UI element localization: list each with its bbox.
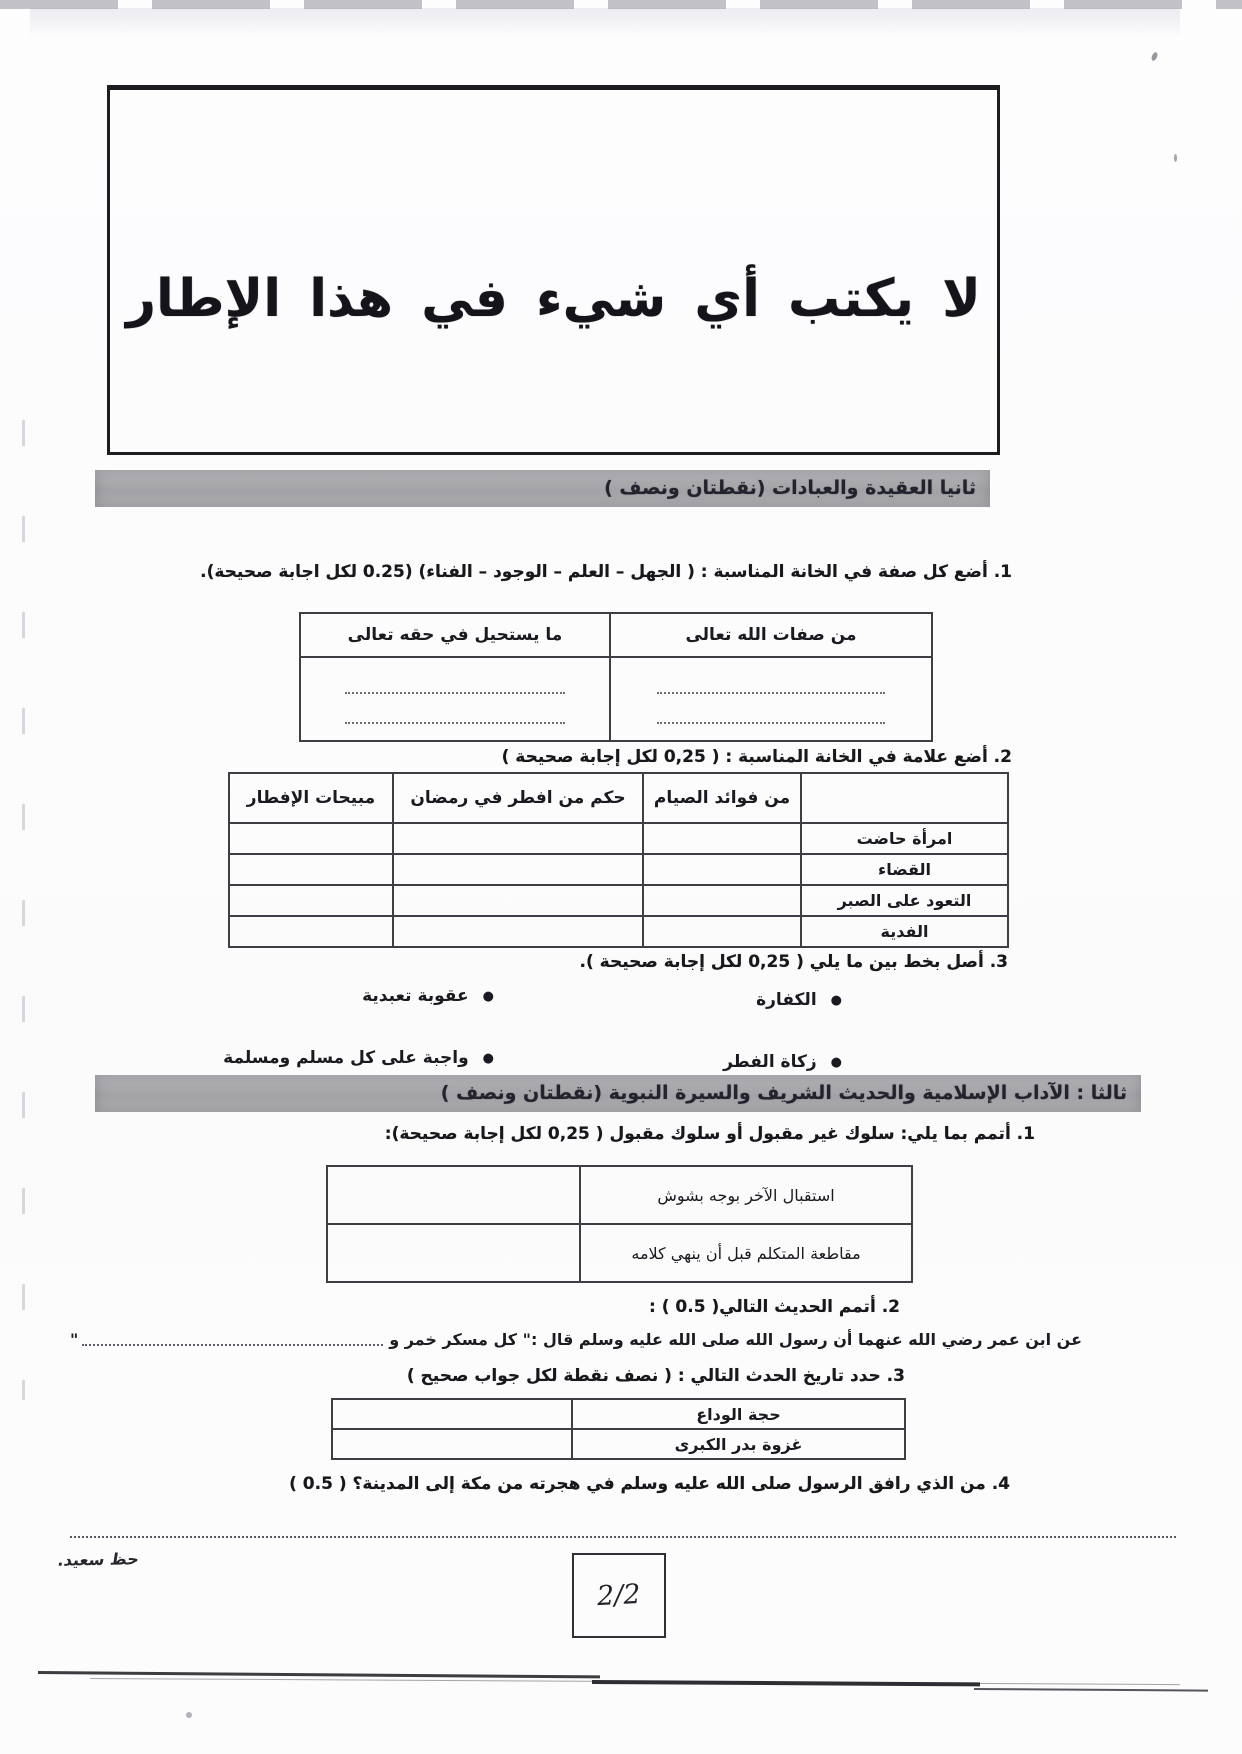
hadith-completion-line: [70, 1330, 1082, 1349]
match-item-label: عقوبة تعبدية: [362, 986, 469, 1006]
page-number: 2/2: [596, 1578, 642, 1613]
fasting-row-label: التعود على الصبر: [801, 885, 1008, 916]
fasting-table-column-ruling: حكم من افطر في رمضان: [393, 773, 643, 823]
question-aqida-2: 2. أضع علامة في الخانة المناسبة : ( 0,25 لكل إجابة صحيحة ): [501, 747, 1012, 767]
checkbox-cell: [393, 854, 643, 885]
checkbox-cell: [643, 885, 801, 916]
attributes-table-header-right: من صفات الله تعالى: [610, 613, 932, 657]
fasting-table-stub-header: [801, 773, 1008, 823]
behaviour-row-text: مقاطعة المتكلم قبل أن ينهي كلامه: [580, 1224, 912, 1282]
answer-dotted-line: [657, 704, 885, 724]
match-item-obligation: [223, 1048, 494, 1068]
hadith-text: عن ابن عمر رضي الله عنهما أن رسول الله صلى الله عليه وسلم قال :" كل مسكر خمر و: [389, 1330, 1082, 1349]
attributes-table-header-left: ما يستحيل في حقه تعالى: [300, 613, 610, 657]
good-luck-note: حظ سعيد.: [56, 1549, 141, 1570]
question-adab-2: 2. أتمم الحديث التالي( 0.5 ) :: [649, 1297, 900, 1317]
behaviour-answer-cell: [327, 1224, 580, 1282]
scan-speck: [1174, 154, 1177, 162]
scan-speck: [186, 1712, 192, 1718]
do-not-write-frame: [107, 85, 1000, 455]
behaviour-row-text: استقبال الآخر بوجه بشوش: [580, 1166, 912, 1224]
checkbox-cell: [229, 916, 393, 947]
scan-bottom-artifact: [974, 1688, 1208, 1692]
section-header-adab: ثالثا : الآداب الإسلامية والحديث الشريف والسيرة النبوية (نقطتان ونصف ): [95, 1075, 1141, 1112]
behaviour-table: [326, 1165, 913, 1283]
match-item-zakat-fitr: [723, 1052, 842, 1072]
page-number-box: [572, 1553, 666, 1638]
question-aqida-1: 1. أضع كل صفة في الخانة المناسبة : ( الجهل – العلم – الوجود – الفناء) (0.25 لكل اجابة صحيحة).: [200, 562, 1012, 582]
checkbox-cell: [229, 885, 393, 916]
question-adab-1: 1. أتمم بما يلي: سلوك غير مقبول أو سلوك مقبول ( 0,25 لكل إجابة صحيحة):: [384, 1124, 1035, 1144]
answer-dotted-line: [70, 1520, 1176, 1538]
scan-speck: [1150, 51, 1158, 61]
scan-bottom-artifact: [592, 1680, 980, 1686]
bullet-icon: ●: [830, 1054, 842, 1070]
events-date-table: [331, 1398, 906, 1460]
attributes-table: [299, 612, 933, 742]
match-item-label: واجبة على كل مسلم ومسلمة: [223, 1048, 469, 1068]
checkbox-cell: [393, 823, 643, 854]
checkbox-cell: [643, 916, 801, 947]
question-aqida-3: 3. أصل بخط بين ما يلي ( 0,25 لكل إجابة صحيحة ).: [579, 952, 1008, 972]
event-name: حجة الوداع: [572, 1399, 905, 1429]
checkbox-cell: [393, 885, 643, 916]
scan-smudge: [30, 8, 1180, 38]
scan-left-margin-artifact: [22, 420, 25, 1400]
checkbox-cell: [393, 916, 643, 947]
behaviour-answer-cell: [327, 1166, 580, 1224]
event-date-answer-cell: [332, 1399, 572, 1429]
answer-dotted-line: [345, 704, 564, 724]
answer-dotted-line: [657, 674, 885, 694]
event-date-answer-cell: [332, 1429, 572, 1459]
bullet-icon: ●: [482, 988, 494, 1004]
fasting-row-label: الفدية: [801, 916, 1008, 947]
bullet-icon: ●: [830, 992, 842, 1008]
match-item-label: زكاة الفطر: [723, 1052, 817, 1072]
checkbox-cell: [643, 854, 801, 885]
attributes-answer-cell: [610, 657, 932, 741]
fasting-row-label: امرأة حاضت: [801, 823, 1008, 854]
answer-dotted-line: [82, 1332, 383, 1346]
match-item-kaffara: [756, 990, 842, 1010]
checkbox-cell: [229, 823, 393, 854]
fasting-table-column-benefits: من فوائد الصيام: [643, 773, 801, 823]
answer-dotted-line: [345, 674, 564, 694]
question-adab-4: 4. من الذي رافق الرسول صلى الله عليه وسلم في هجرته من مكة إلى المدينة؟ ( 0.5 ): [289, 1474, 1010, 1494]
question-adab-3: 3. حدد تاريخ الحدث التالي : ( نصف نقطة لكل جواب صحيح ): [406, 1366, 905, 1386]
attributes-answer-cell: [300, 657, 610, 741]
section-header-aqida: ثانيا العقيدة والعبادات (نقطتان ونصف ): [95, 470, 990, 507]
bullet-icon: ●: [482, 1050, 494, 1066]
frame-notice-text: لا يكتب أي شيء في هذا الإطار: [126, 268, 981, 329]
event-name: غزوة بدر الكبرى: [572, 1429, 905, 1459]
fasting-table-column-permits: مبيحات الإفطار: [229, 773, 393, 823]
fasting-table: [228, 772, 1009, 948]
checkbox-cell: [643, 823, 801, 854]
checkbox-cell: [229, 854, 393, 885]
fasting-row-label: القضاء: [801, 854, 1008, 885]
match-item-punishment: [362, 986, 494, 1006]
hadith-closing-quote: ": [70, 1330, 79, 1349]
match-item-label: الكفارة: [756, 990, 817, 1010]
